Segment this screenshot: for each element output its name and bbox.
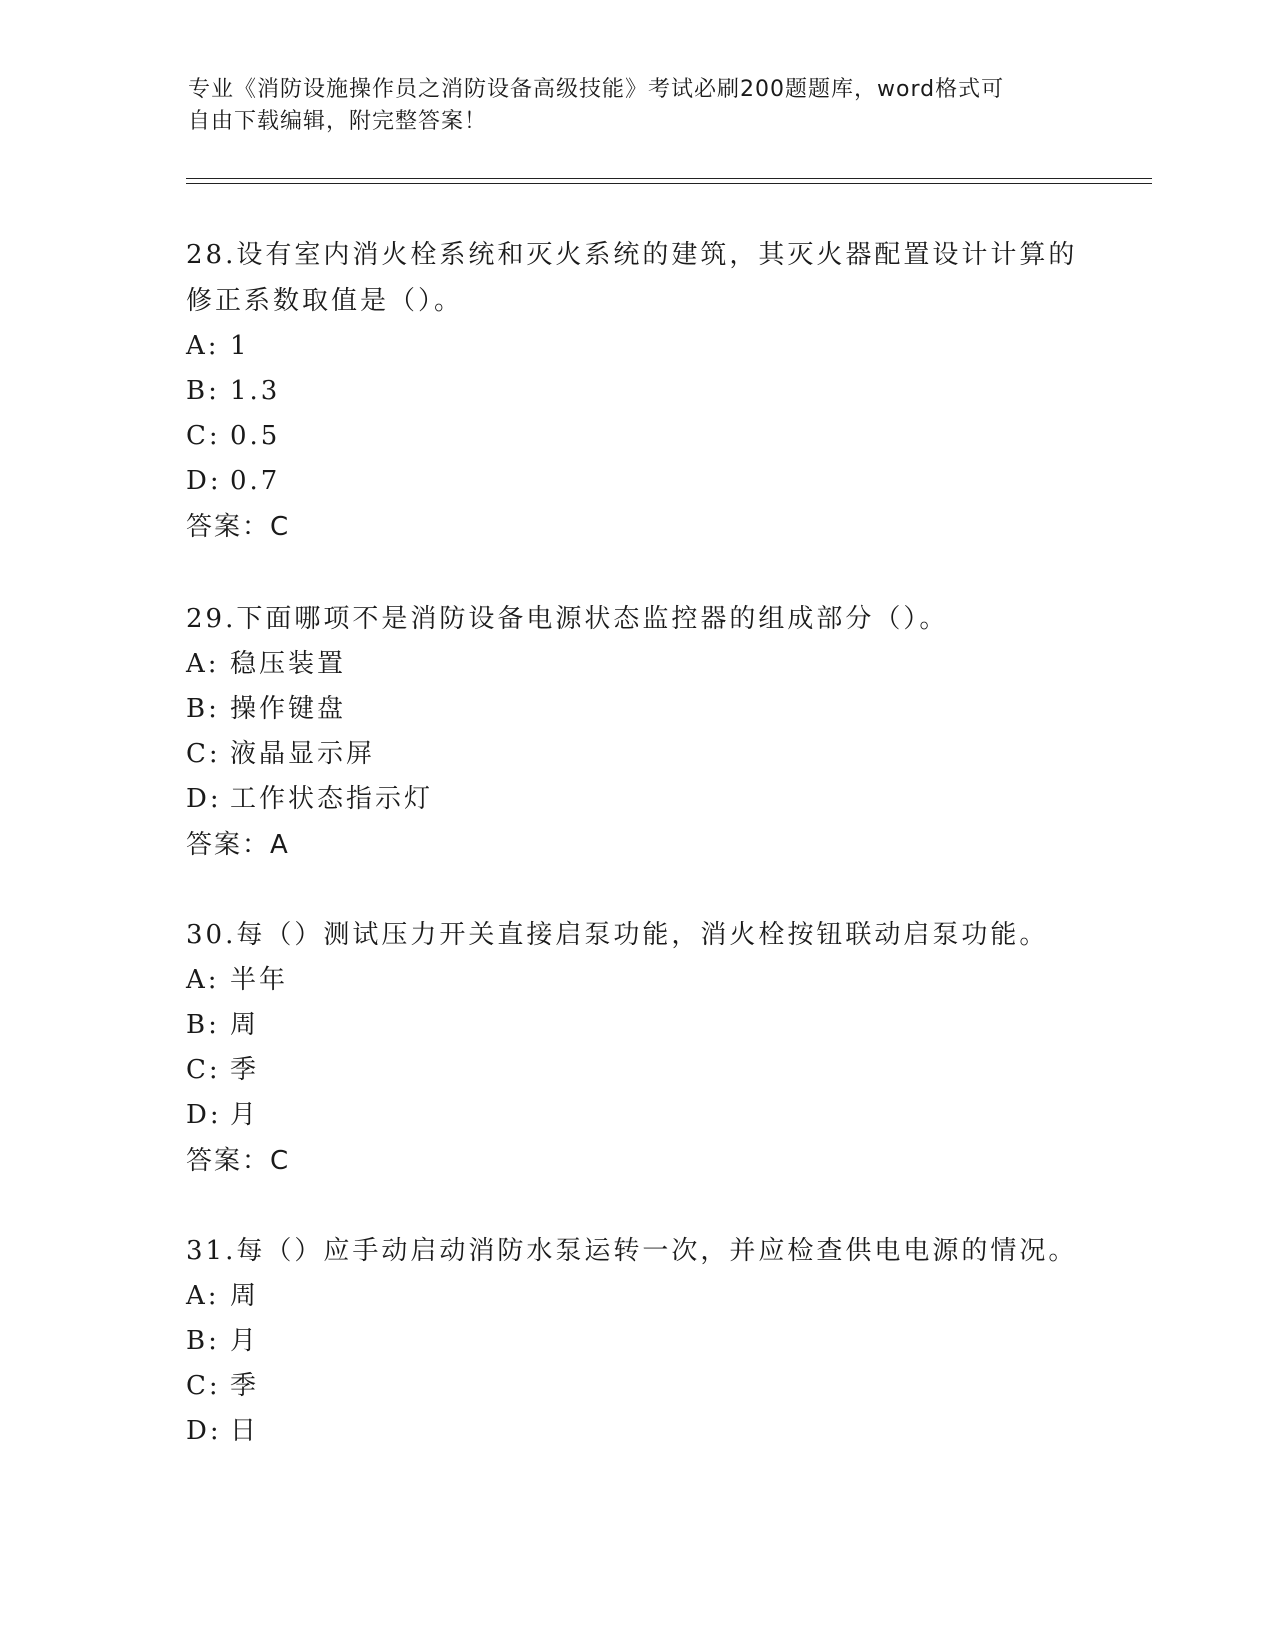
option-text: 季 — [230, 1055, 260, 1085]
option-text: 1 — [230, 331, 250, 361]
option-key: C: — [186, 421, 221, 451]
option-text: 月 — [230, 1100, 260, 1130]
option-text: 液晶显示屏 — [230, 739, 376, 769]
option-a — [186, 958, 1086, 1003]
option-key: B: — [186, 1326, 220, 1356]
question-stem-line-1: 31.每（）应手动启动消防水泵运转一次，并应检查供电电源的情况。 — [186, 1236, 1078, 1266]
option-text: 周 — [230, 1281, 260, 1311]
header-line-2: 自由下载编辑，附完整答案！ — [188, 109, 488, 134]
option-text: 0.5 — [230, 421, 281, 451]
option-key: B: — [186, 694, 220, 724]
option-key: A: — [186, 649, 220, 679]
option-key: D: — [186, 1100, 222, 1130]
answer-label: 答案：A — [186, 830, 290, 860]
option-text: 操作键盘 — [230, 694, 347, 724]
option-text: 日 — [230, 1416, 260, 1446]
answer-label: 答案：C — [186, 1146, 291, 1176]
option-b — [186, 369, 1086, 414]
option-key: D: — [186, 1416, 222, 1446]
option-c — [186, 414, 1086, 459]
answer-label: 答案：C — [186, 512, 291, 542]
option-text: 季 — [230, 1371, 260, 1401]
option-key: C: — [186, 1055, 221, 1085]
question-stem-line-1: 28.设有室内消火栓系统和灭火系统的建筑，其灭火器配置设计计算的 — [186, 240, 1078, 270]
header-divider-bottom — [186, 183, 1152, 184]
option-text: 周 — [230, 1010, 260, 1040]
option-d — [186, 459, 1086, 504]
option-key: A: — [186, 965, 220, 995]
question-stem-line-2: 修正系数取值是（）。 — [186, 286, 464, 316]
header-line-1: 专业《消防设施操作员之消防设备高级技能》考试必刷200题题库，word格式可 — [188, 77, 1005, 102]
question-stem-line-1: 29.下面哪项不是消防设备电源状态监控器的组成部分（）。 — [186, 604, 949, 634]
option-c — [186, 1048, 1086, 1093]
option-d — [186, 1409, 1086, 1454]
header-divider-top — [186, 178, 1152, 179]
option-a — [186, 324, 1086, 369]
question-31 — [186, 1228, 1086, 1454]
option-key: A: — [186, 331, 220, 361]
option-key: A: — [186, 1281, 220, 1311]
document-header — [188, 74, 1088, 138]
option-key: C: — [186, 739, 221, 769]
option-a — [186, 642, 1086, 687]
question-29 — [186, 596, 1086, 868]
option-text: 0.7 — [230, 466, 281, 496]
option-d — [186, 1093, 1086, 1138]
option-c — [186, 732, 1086, 777]
option-text: 稳压装置 — [230, 649, 347, 679]
option-key: D: — [186, 466, 222, 496]
option-text: 月 — [230, 1326, 260, 1356]
option-b — [186, 687, 1086, 732]
option-d — [186, 777, 1086, 822]
question-30 — [186, 912, 1086, 1184]
option-text: 工作状态指示灯 — [230, 784, 434, 814]
option-a — [186, 1274, 1086, 1319]
option-text: 半年 — [230, 965, 289, 995]
question-28 — [186, 232, 1086, 550]
option-key: C: — [186, 1371, 221, 1401]
question-stem-line-1: 30.每（）测试压力开关直接启泵功能，消火栓按钮联动启泵功能。 — [186, 920, 1049, 950]
option-b — [186, 1319, 1086, 1364]
option-c — [186, 1364, 1086, 1409]
option-key: B: — [186, 1010, 220, 1040]
option-b — [186, 1003, 1086, 1048]
option-key: D: — [186, 784, 222, 814]
option-key: B: — [186, 376, 220, 406]
option-text: 1.3 — [230, 376, 281, 406]
